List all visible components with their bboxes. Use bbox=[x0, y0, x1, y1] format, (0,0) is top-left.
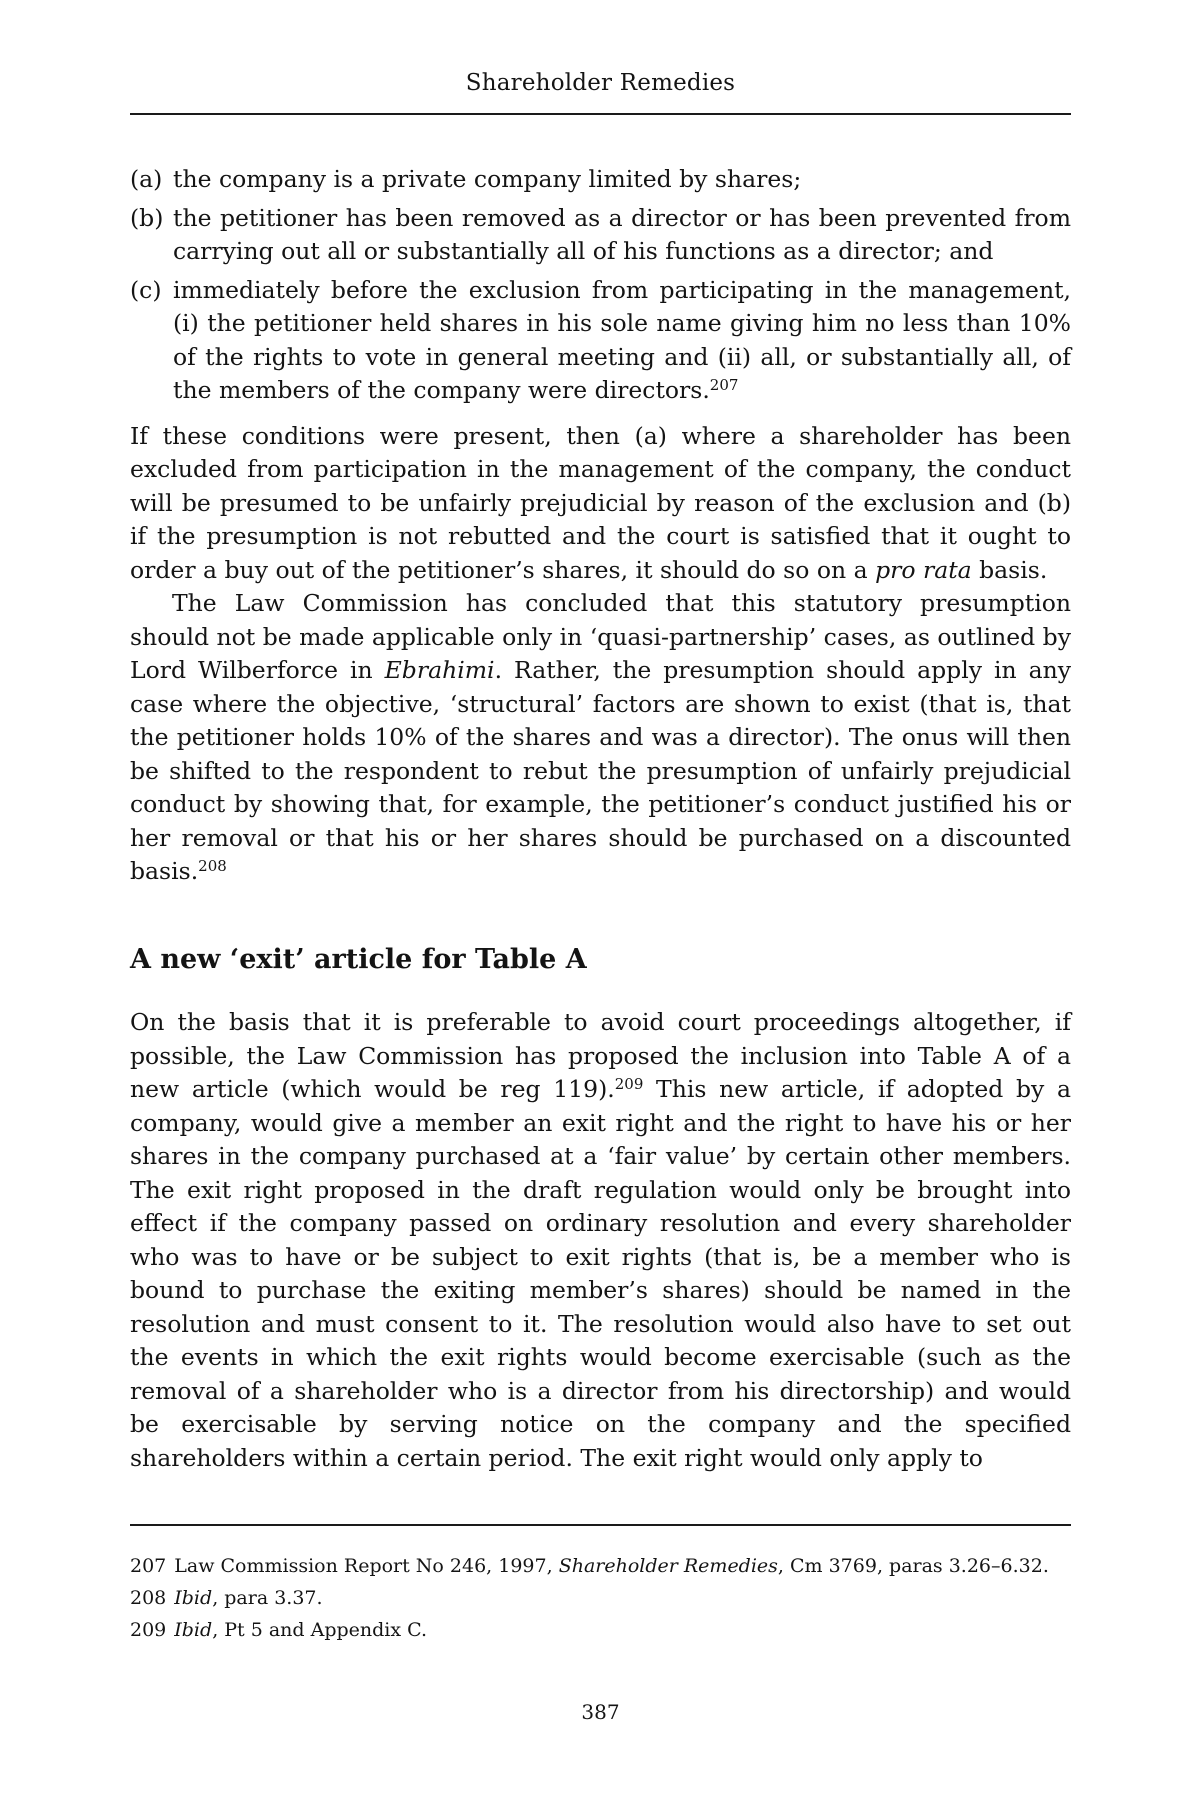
footnote-text-part: , para 3.37. bbox=[212, 1587, 323, 1609]
body-text bbox=[130, 163, 1071, 1475]
footnotes bbox=[130, 1550, 1071, 1646]
conditions-list bbox=[130, 163, 1071, 408]
footnote-ref[interactable]: 208 bbox=[198, 857, 227, 875]
section-heading: A new ‘exit’ article for Table A bbox=[130, 943, 587, 975]
paragraph-text: basis. bbox=[971, 555, 1048, 584]
italic-term: pro rata bbox=[875, 555, 972, 584]
footnote-text-part: , Cm 3769, paras 3.26–6.32. bbox=[777, 1555, 1049, 1577]
footnote bbox=[130, 1614, 1071, 1646]
footnote-text-part: Law Commission Report No 246, 1997, bbox=[174, 1555, 559, 1577]
list-item-text bbox=[173, 274, 1071, 408]
footnote-number: 207 bbox=[130, 1555, 167, 1577]
case-name: Ebrahimi bbox=[384, 656, 495, 684]
list-item-text: the company is a private company limited by shares; bbox=[173, 165, 802, 193]
footnote-text bbox=[174, 1582, 322, 1614]
footnote-italic: Ibid bbox=[174, 1587, 213, 1609]
footnote-number: 208 bbox=[130, 1587, 167, 1609]
list-item bbox=[130, 274, 1071, 408]
footnote-text bbox=[174, 1614, 427, 1646]
list-item-text: the petitioner has been removed as a director or has been prevented from carrying out all or substantially all of his functions as a director; and bbox=[173, 203, 1071, 265]
paragraph-text: On the basis that it is preferable to avoid court proceedings altogether, if possible, the Law Commission has proposed the inclusion into Table A of a new article (which would be reg 119). bbox=[130, 1008, 1071, 1103]
paragraph-text: The Law Commission has concluded that this statutory presumption should not be made applicable only in ‘quasi-partnership’ cases, as outlined by Lord Wilberforce in bbox=[130, 589, 1071, 684]
running-head: Shareholder Remedies bbox=[465, 70, 736, 96]
footnote-italic: Shareholder Remedies bbox=[558, 1555, 778, 1577]
header-rule bbox=[130, 113, 1071, 115]
paragraph bbox=[130, 587, 1071, 889]
footnote-italic: Ibid bbox=[174, 1619, 213, 1641]
page-number: 387 bbox=[581, 1700, 620, 1724]
footnote-text-part: , Pt 5 and Appendix C. bbox=[212, 1619, 428, 1641]
list-item-body: immediately before the exclusion from participating in the management, (i) the petitioner held shares in his sole name giving him no less than 10% of the rights to vote in general meeting and (ii) all, or substantially all, of the members of the company were directors. bbox=[173, 275, 1071, 404]
footnote-text bbox=[174, 1550, 1049, 1582]
footnote-number: 209 bbox=[130, 1619, 167, 1641]
list-item-label: (b) bbox=[130, 203, 164, 232]
footnote bbox=[130, 1582, 1071, 1614]
paragraph-text: If these conditions were present, then (a) where a shareholder has been excluded from participation in the management of the company, the conduct will be presumed to be unfairly prejudicial by reason of the exclusion and (b) if the presumption is not rebutted and the court is satisfied that it ought to order a buy out of the petitioner’s shares, it should do so on a bbox=[130, 421, 1071, 584]
list-item-label: (a) bbox=[130, 165, 163, 193]
footnote bbox=[130, 1550, 1071, 1582]
footnote-rule bbox=[130, 1524, 1071, 1526]
paragraph-text: This new article, if adopted by a company, would give a member an exit right and the right to have his or her shares in the company purchased at a ‘fair value’ by certain other members. The exit right proposed in the draft regulation would only be brought into effect if the company passed on ordinary resolution and every shareholder who was to have or be subject to exit rights (that is, be a member who is bound to purchase the exiting member’s shares) should be named in the resolution and must consent to it. The resolution would also have to set out the events in which the exit rights would become exercisable (such as the removal of a shareholder who is a director from his directorship) and would be exercisable by serving notice on the company and the specified shareholders within a certain period. The exit right would only apply to bbox=[130, 1075, 1071, 1472]
list-item bbox=[130, 163, 1071, 197]
paragraph bbox=[130, 420, 1071, 588]
list-item bbox=[130, 202, 1071, 269]
paragraph bbox=[130, 1006, 1071, 1475]
footnote-ref[interactable]: 209 bbox=[614, 1075, 644, 1093]
paragraph-text: . Rather, the presumption should apply in any case where the objective, ‘structural’ factors are shown to exist (that is, that the petitioner holds 10% of the shares and was a director). The onus will then be shifted to the respondent to rebut the presumption of unfairly prejudicial conduct by showing that, for example, the petitioner’s conduct justified his or her removal or that his or her shares should be purchased on a discounted basis. bbox=[130, 656, 1071, 885]
footnote-ref[interactable]: 207 bbox=[709, 376, 739, 394]
list-item-label: (c) bbox=[130, 275, 162, 304]
